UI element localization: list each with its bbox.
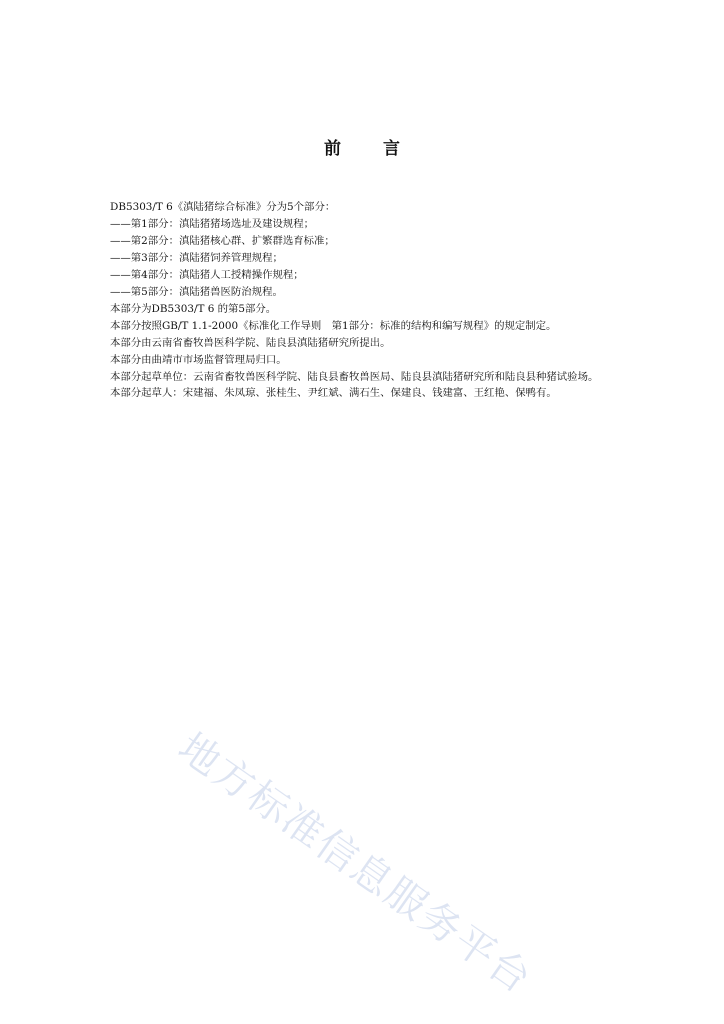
paragraph-drafters: 本部分起草人：宋建福、朱凤琼、张桂生、尹红斌、满石生、保建良、钱建富、王红艳、保鸭有。 xyxy=(110,387,557,399)
paragraph-drafting-units: 本部分起草单位：云南省畜牧兽医科学院、陆良县畜牧兽医局、陆良县滇陆猪研究所和陆良县种猪试验场。 xyxy=(110,371,599,383)
paragraph-part-statement: 本部分为DB5303/T 6 的第5部分。 xyxy=(110,303,277,315)
page-title xyxy=(0,134,724,159)
list-item-part-2: ——第2部分：滇陆猪核心群、扩繁群选育标准； xyxy=(110,235,335,247)
list-item-part-1: ——第1部分：滇陆猪猪场选址及建设规程； xyxy=(110,218,315,230)
list-item-part-3: ——第3部分：滇陆猪饲养管理规程； xyxy=(110,252,283,264)
paragraph-standard-basis: 本部分按照GB/T 1.1-2000《标准化工作导则 第1部分：标准的结构和编写规程》的规定制定。 xyxy=(110,320,557,332)
title-char-2: 言 xyxy=(383,139,400,159)
paragraph-proposer: 本部分由云南省畜牧兽医科学院、陆良县滇陆猪研究所提出。 xyxy=(110,337,391,349)
foreword-body xyxy=(88,199,658,402)
paragraph-intro: DB5303/T 6《滇陆猪综合标准》分为5个部分： xyxy=(110,201,336,213)
list-item-part-5: ——第5部分：滇陆猪兽医防治规程。 xyxy=(110,286,283,298)
list-item-part-4: ——第4部分：滇陆猪人工授精操作规程； xyxy=(110,269,304,281)
paragraph-administrator: 本部分由曲靖市市场监督管理局归口。 xyxy=(110,354,287,366)
title-char-1: 前 xyxy=(324,139,341,159)
watermark-text: 地方标准信息服务平台 xyxy=(169,724,541,1004)
